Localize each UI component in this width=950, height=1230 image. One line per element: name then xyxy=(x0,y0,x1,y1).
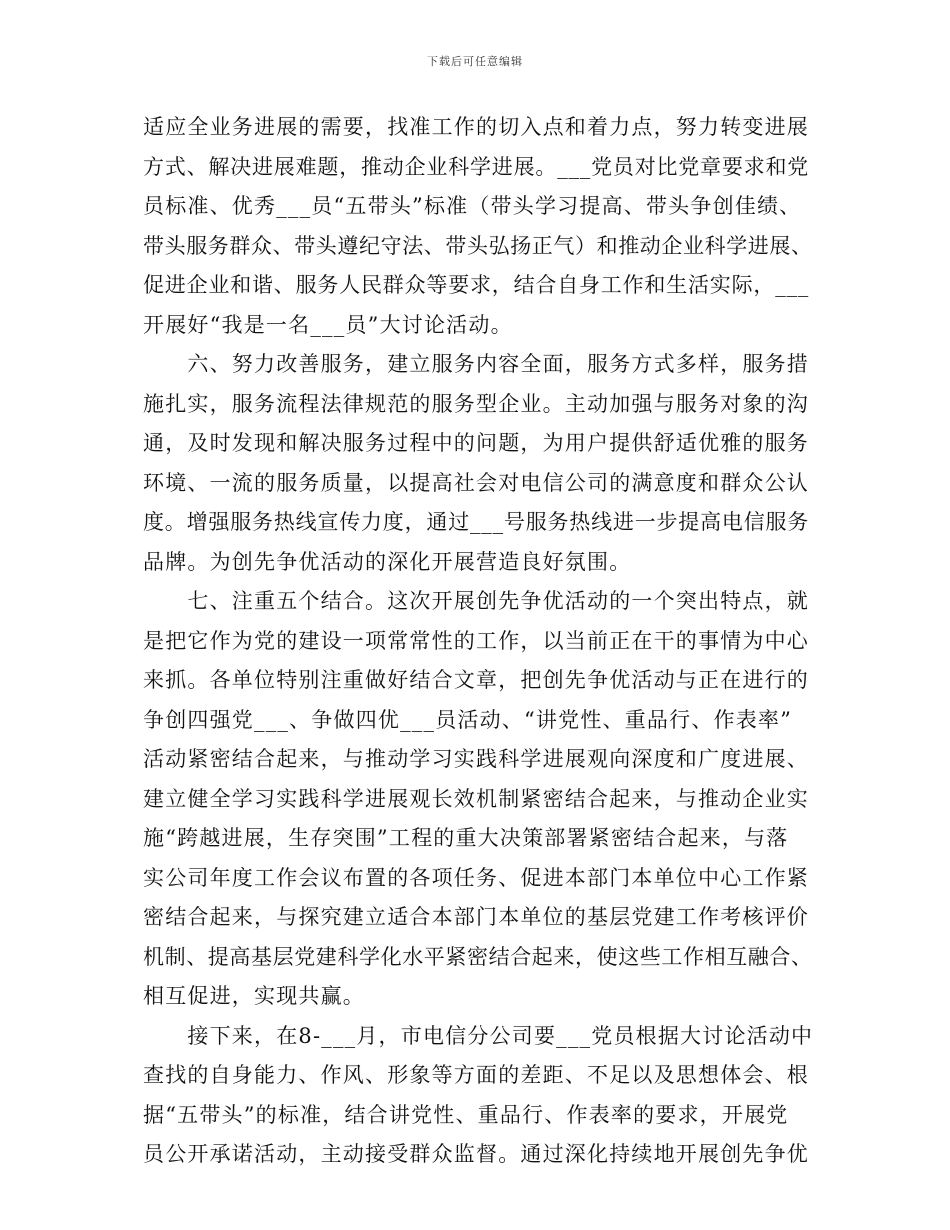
text-line: 密结合起来，与探究建立适合本部门本单位的基层党建工作考核评价 xyxy=(143,905,809,929)
text-line: 施扎实，服务流程法律规范的服务型企业。主动加强与服务对象的沟 xyxy=(143,391,809,416)
text-line: 来抓。各单位特别注重做好结合文章，把创先争优活动与正在进行的 xyxy=(143,668,809,692)
text-line: 施“跨越进展，生存突围”工程的重大决策部署紧密结合起来，与落 xyxy=(143,826,789,850)
text-line: 开展好“我是一名___员”大讨论活动。 xyxy=(143,312,513,337)
text-line: 促进企业和谐、服务人民群众等要求，结合自身工作和生活实际，___ xyxy=(143,273,810,297)
text-line: 机制、提高基层党建科学化水平紧密结合起来，使这些工作相互融合、 xyxy=(143,944,813,969)
text-line: 员公开承诺活动，主动接受群众监督。通过深化持续地开展创先争优 xyxy=(143,1142,809,1166)
text-line: 活动紧密结合起来，与推动学习实践科学进展观向深度和广度进展、 xyxy=(143,747,809,771)
text-line: 据“五带头”的标准，结合讲党性、重品行、作表率的要求，开展党 xyxy=(143,1102,789,1127)
text-line: 查找的自身能力、作风、形象等方面的差距、不足以及思想体会、根 xyxy=(143,1063,809,1087)
text-line: 六、努力改善服务，建立服务内容全面，服务方式多样，服务措 xyxy=(143,352,809,376)
text-line: 是把它作为党的建设一项常常性的工作，以当前正在干的事情为中心 xyxy=(143,628,809,653)
text-line: 接下来，在8-___月，市电信分公司要___党员根据大讨论活动中 xyxy=(143,1023,814,1048)
text-line: 员标准、优秀___员“五带头”标准（带头学习提高、带头争创佳绩、 xyxy=(143,194,802,218)
text-line: 通，及时发现和解决服务过程中的问题，为用户提供舒适优雅的服务 xyxy=(143,431,809,455)
page-header-note: 下载后可任意编辑 xyxy=(427,55,523,68)
text-line: 方式、解决进展难题，推动企业科学进展。___党员对比党章要求和党 xyxy=(143,154,810,179)
text-line: 相互促进，实现共赢。 xyxy=(143,984,365,1008)
text-line: 适应全业务进展的需要，找准工作的切入点和着力点，努力转变进展 xyxy=(143,115,809,139)
text-line: 实公司年度工作会议布置的各项任务、促进本部门本单位中心工作紧 xyxy=(143,865,809,890)
document-body xyxy=(143,108,813,1175)
text-line: 品牌。为创先争优活动的深化开展营造良好氛围。 xyxy=(143,549,632,574)
text-line: 争创四强党___、争做四优___员活动、“讲党性、重品行、作表率” xyxy=(143,707,793,732)
text-line: 七、注重五个结合。这次开展创先争优活动的一个突出特点，就 xyxy=(143,589,809,613)
text-line: 环境、一流的服务质量，以提高社会对电信公司的满意度和群众公认 xyxy=(143,470,809,495)
text-line: 建立健全学习实践科学进展观长效机制紧密结合起来，与推动企业实 xyxy=(143,786,809,811)
text-line: 带头服务群众、带头遵纪守法、带头弘扬正气）和推动企业科学进展、 xyxy=(143,233,813,258)
text-line: 度。增强服务热线宣传力度，通过___号服务热线进一步提高电信服务 xyxy=(143,510,810,534)
